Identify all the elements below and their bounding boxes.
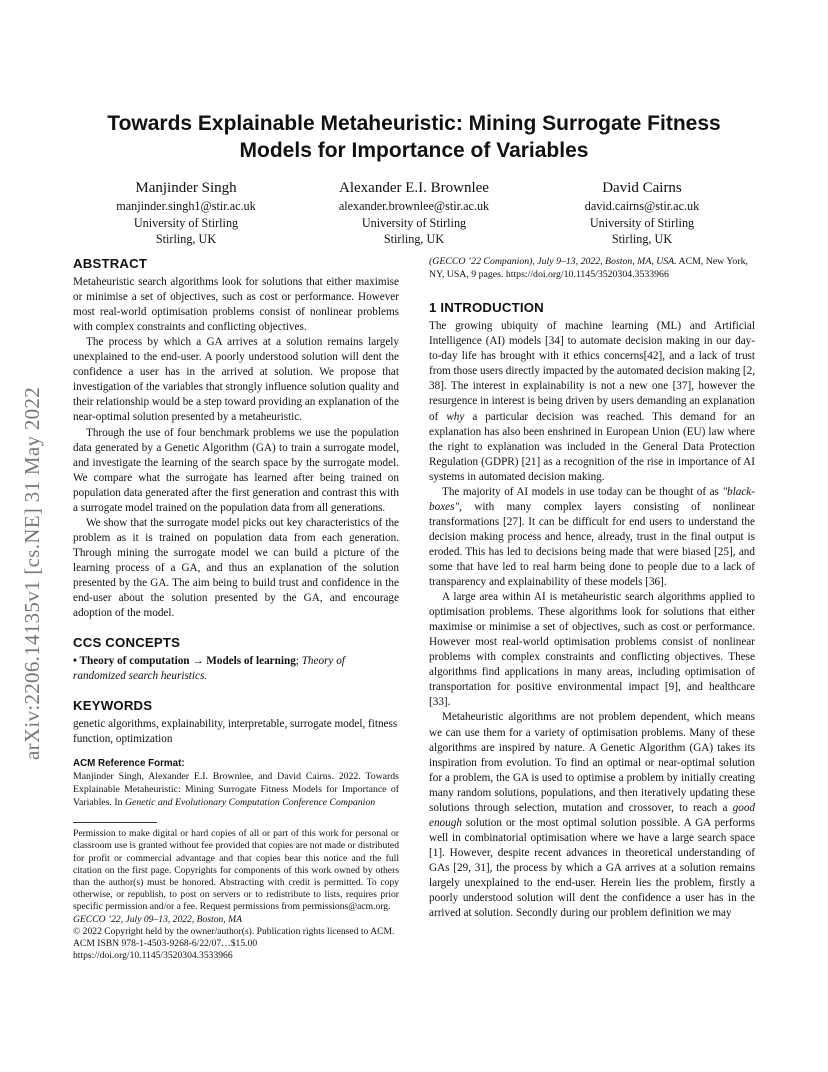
author-location: Stirling, UK [383, 232, 445, 246]
intro-text: a particular decision was reached. This demand for an explanation has also been enshrined in European Union (EU) law where the right to explanation was included in the General Data Protection Regulation (GDPR) [21] as a recognition of the rise in importance of AI systems in automated decision making. [429, 410, 755, 483]
isbn-line: ACM ISBN 978-1-4503-9268-6/22/07…$15.00 [73, 938, 258, 950]
abstract-paragraph: Metaheuristic search algorithms look for solutions that either maximise or minimise a set of objectives, such as cost or performance. However most real-world optimisation problems consist of nonlinear problems with complex constraints and conflicting objectives. [73, 276, 399, 334]
intro-paragraph: A large area within AI is metaheuristic search algorithms applied to optimisation problems. These algorithms look for solutions that either maximise or minimise a set of objectives, such as cost or performance. However most real-world optimisation problems consist of nonlinear problems with complex constraints and conflicting objectives. These algorithms find applications in many areas, including optimisation of transportation for positive environmental impact [9], and healthcare [33]. [429, 591, 755, 709]
permission-text: Permission to make digital or hard copies of all or part of this work for personal or classroom use is granted without fee provided that copies are not made or distributed for profit or commercial advantage and that copies bear this notice and the full citation on the first page. Copyrights for components of this work owned by others than the author(s) must be honored. Abstracting with credit is permitted. To copy otherwise, or republish, to post on servers or to redistribute to lists, requires prior specific permission and/or a fee. Request permissions from permissions@acm.org. [73, 828, 399, 913]
author-location: Stirling, UK [155, 232, 217, 246]
ccs-primary: • Theory of computation → Models of learning [73, 655, 296, 668]
acm-reference-rest: ACM, New York, NY, USA, 9 pages. https://doi.org/10.1145/3520304.3533966 [429, 256, 748, 280]
author-2 [300, 178, 528, 248]
author-3 [528, 178, 756, 248]
author-block [72, 178, 756, 248]
footnote-rule [73, 822, 157, 823]
ccs-secondary: Theory of randomized search heuristics. [73, 655, 345, 683]
paper-title: Towards Explainable Metaheuristic: Mining Surrogate Fitness Models for Importance of Variables [107, 112, 721, 162]
permission-notice [73, 828, 399, 962]
acm-reference [73, 756, 399, 809]
introduction-heading: 1 INTRODUCTION [429, 300, 544, 316]
author-affiliation: University of Stirling [589, 215, 695, 230]
intro-emphasis: "black-boxes" [429, 485, 755, 513]
acm-reference-heading: ACM Reference Format: [73, 758, 185, 770]
author-1 [72, 178, 300, 248]
acm-reference-text: Manjinder Singh, Alexander E.I. Brownlee, and David Cairns. 2022. Towards Explainable Metaheuristic: Mining Surrogate Fitness Models for Importance of Variables. In [73, 771, 399, 808]
intro-emphasis: good enough [429, 801, 755, 829]
intro-text: solution or the most optimal solution possible. A GA performs well in combinatorial optimisation where we have a large search space [1]. However, despite recent advances in theoretical understanding of GAs [29, 31], the process by which a GA arrives at a solution remains largely unexplained to the end-user. Herein lies the problem, firstly a poorly understood solution will dent the confidence a user has in the arrived at solution. Secondly during our problem definition we may [429, 816, 755, 920]
ccs-separator: ; [295, 655, 302, 668]
conference-line: GECCO ’22, July 09–13, 2022, Boston, MA [73, 913, 242, 925]
ccs-heading: CCS CONCEPTS [73, 635, 181, 651]
acm-reference-venue: Genetic and Evolutionary Computation Conference Companion [124, 796, 376, 808]
right-column [429, 256, 755, 921]
left-column [73, 256, 399, 962]
intro-paragraph [429, 485, 755, 590]
keywords-text: genetic algorithms, explainability, interpretable, surrogate model, fitness function, optimization [73, 718, 398, 746]
keywords-heading: KEYWORDS [73, 698, 153, 714]
intro-text: The majority of AI models in use today can be thought of as [442, 485, 723, 498]
intro-text: Metaheuristic algorithms are not problem dependent, which means we can use them for a variety of optimisation problems. Many of these algorithms are inspired by nature. A Genetic Algorithm (GA) takes its inspiration from evolution. To find an optimal or near-optimal solution for a problem, the GA is used to optimise a problem by initially creating many random solutions, populations, and then iteratively updating these solutions through selection, mutation and crossover, to reach a [429, 711, 755, 814]
author-email: manjinder.singh1@stir.ac.uk [116, 199, 256, 213]
intro-paragraph [429, 710, 755, 921]
arxiv-identifier: arXiv:2206.14135v1 [cs.NE] 31 May 2022 [20, 386, 44, 760]
copyright-line: © 2022 Copyright held by the owner/author(s). Publication rights licensed to ACM. [73, 925, 395, 937]
abstract-paragraph: The process by which a GA arrives at a solution remains largely unexplained to the end-user. A poorly understood solution will dent the confidence a user has in the arrived at solution. We propose that investigation of the variables that strongly influence solution quality and their relationship would be a step toward providing an explanation of the near-optimal solution presented by a metaheuristic. [73, 336, 399, 424]
author-name: Alexander E.I. Brownlee [339, 180, 489, 196]
intro-text: The growing ubiquity of machine learning (ML) and Artificial Intelligence (AI) models [34] to automate decision making in our day-to-day life has brought with it ethics concerns[42], and a lack of trust from those users directly impacted by the automated decision making [2, 38]. The interest in explainability is not a new one [37], however the resurgence in interest is being driven by users demanding an explanation of [429, 320, 755, 423]
author-affiliation: University of Stirling [133, 215, 239, 230]
acm-reference-continued [429, 256, 755, 281]
author-location: Stirling, UK [611, 232, 673, 246]
author-affiliation: University of Stirling [361, 215, 467, 230]
author-name: David Cairns [602, 180, 682, 196]
author-email: alexander.brownlee@stir.ac.uk [338, 199, 490, 213]
intro-paragraph [429, 319, 755, 485]
abstract-paragraph: We show that the surrogate model picks out key characteristics of the problem as it is trained on population data from each generation. Through mining the surrogate model we can build a picture of the learning process of a GA, and thus an explanation of the solution presented by the GA. The aim being to build trust and confidence in the end-user about the solution presented by the GA, and encourage adoption of the model. [73, 516, 399, 620]
ccs-concepts [73, 654, 399, 684]
acm-reference-venue-cont: (GECCO ’22 Companion), July 9–13, 2022, Boston, MA, USA. [429, 256, 677, 267]
abstract-paragraph: Through the use of four benchmark problems we use the population data generated by a Genetic Algorithm (GA) to train a surrogate model, and investigate the learning of the search space by the surrogate model. We compare what the surrogate has learned after being trained on population data generated after the first generation and contrast this with a surrogate model trained on the population data from all generations. [73, 426, 399, 514]
author-name: Manjinder Singh [135, 180, 237, 196]
abstract-heading: ABSTRACT [73, 256, 148, 271]
acm-reference-body [73, 771, 399, 809]
intro-emphasis: why [446, 410, 465, 423]
doi-line: https://doi.org/10.1145/3520304.3533966 [73, 950, 233, 962]
author-email: david.cairns@stir.ac.uk [584, 199, 700, 213]
intro-text: , with many complex layers consisting of nonlinear transformations [27]. It can be difficult for end users to understand the decision making process and hence, already, trust in the final output is eroded. This has led to decisions being made that were biased [25], and some that have led to real harm being done to people due to a lack of transparency and explainability of these models [36]. [429, 500, 755, 589]
